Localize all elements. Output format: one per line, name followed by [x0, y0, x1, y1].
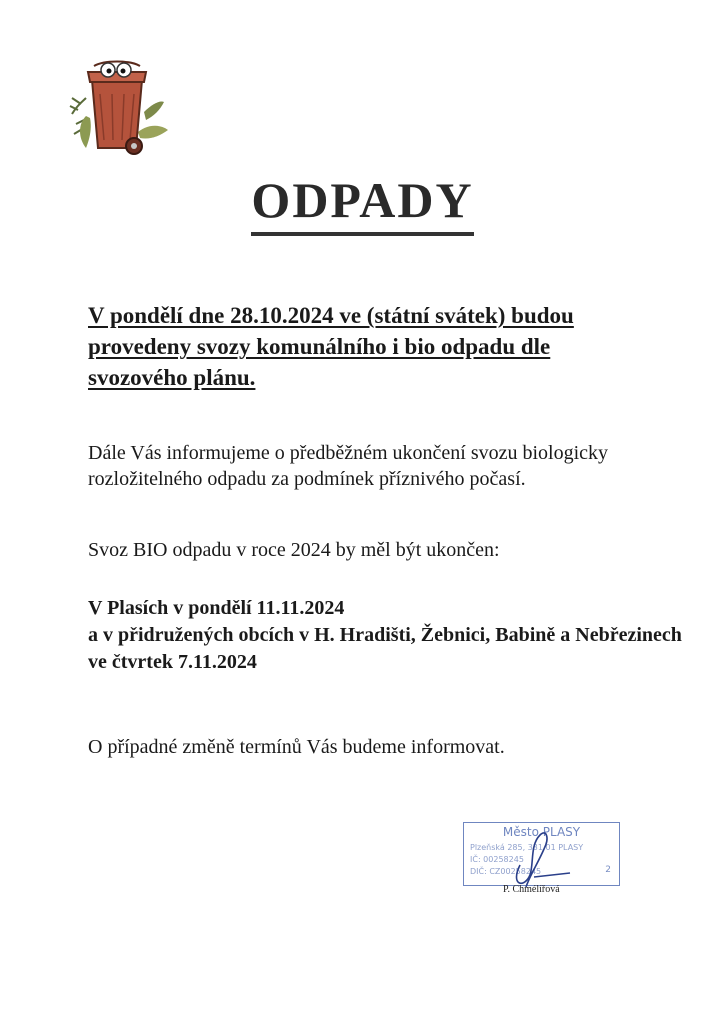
holiday-notice-headline: V pondělí dne 28.10.2024 ve (státní svátek) budou provedeny svozy komunálního i bio odpadu dle svozového plánu.: [88, 303, 574, 390]
date-line-plasy: V Plasích v pondělí 11.11.2024: [88, 597, 345, 619]
info-paragraph: Dále Vás informujeme o předběžném ukončení svozu biologicky rozložitelného odpadu za podmínek příznivého počasí.: [88, 442, 609, 490]
stamp-number: 2: [605, 865, 611, 875]
stamp-title: Město PLASY: [502, 825, 581, 839]
stamp-dic: DIČ: CZ00258245: [470, 867, 542, 876]
waste-bin-mascot-icon: [64, 54, 174, 158]
date-line-villages: a v přidružených obcích v H. Hradišti, Žebnici, Babině a Nebřezinech ve čtvrtek 7.11.2024: [88, 624, 682, 673]
signer-name: P. Chmélířová: [503, 884, 560, 895]
closing-paragraph: O případné změně termínů Vás budeme informovat.: [88, 736, 505, 758]
signature-icon: [500, 815, 580, 895]
stamp-ico: IČ: 00258245: [470, 855, 524, 864]
bio-end-intro: Svoz BIO odpadu v roce 2024 by měl být ukončen:: [88, 539, 500, 561]
stamp-address: Plzeňská 285, 331 01 PLASY: [470, 843, 584, 852]
bio-end-dates: [88, 595, 688, 676]
page-title: ODPADY: [0, 170, 725, 236]
